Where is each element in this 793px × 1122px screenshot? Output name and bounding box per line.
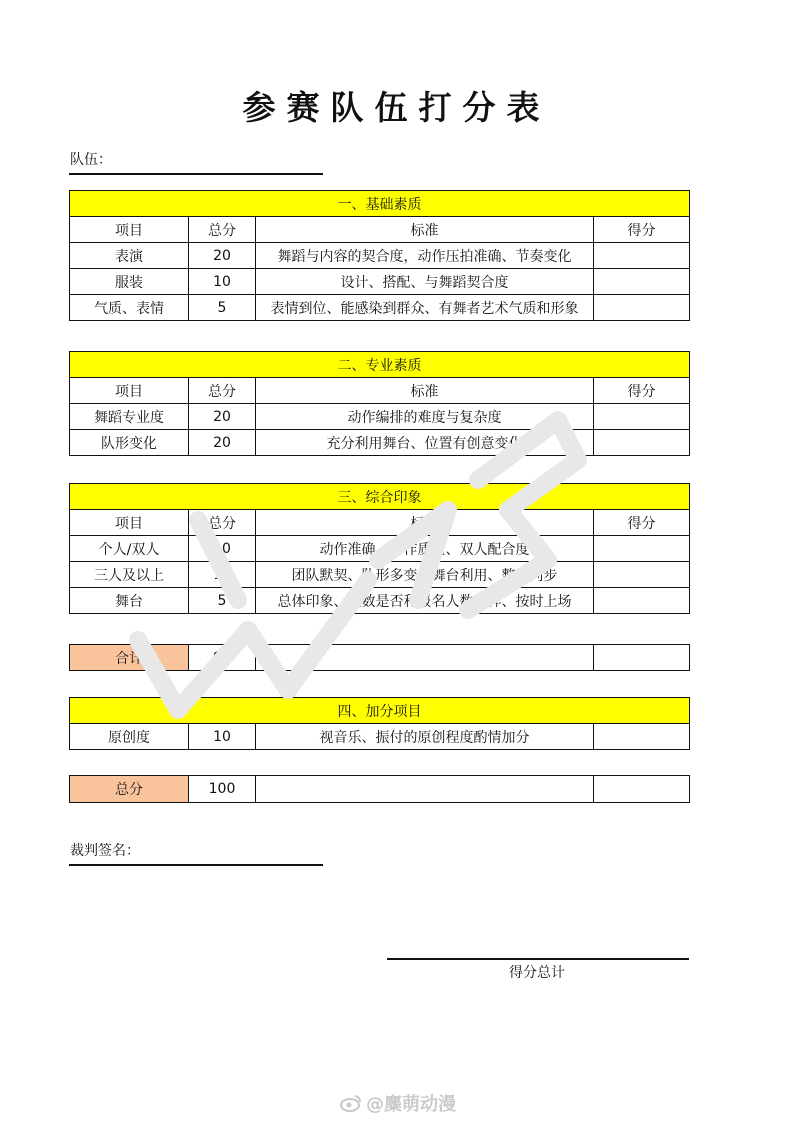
team-label: 队伍：: [70, 152, 112, 168]
score-cell[interactable]: [594, 724, 690, 750]
weibo-watermark: [340, 1090, 456, 1116]
table-row: [70, 404, 690, 430]
row-item: 个人/双人: [70, 536, 189, 562]
row-item: 气质、表情: [70, 295, 189, 321]
row-points: 10: [189, 269, 256, 295]
subtotal-blank-cell: [256, 645, 594, 671]
subtotal-score-cell[interactable]: [594, 645, 690, 671]
header-item: 项目: [70, 378, 189, 404]
row-criteria: 舞蹈与内容的契合度，动作压拍准确、节奏变化: [256, 243, 594, 269]
header-points: 总分: [189, 378, 256, 404]
section-2-title: 二、专业素质: [70, 352, 690, 378]
table-row: [70, 430, 690, 456]
row-criteria: 团队默契、队形多变、舞台利用、整齐同步: [256, 562, 594, 588]
section-3-table: [69, 483, 690, 614]
header-row: [70, 378, 690, 404]
header-score: 得分: [594, 217, 690, 243]
row-item: 服装: [70, 269, 189, 295]
table-row: [70, 295, 690, 321]
row-criteria: 动作编排的难度与复杂度: [256, 404, 594, 430]
row-points: 5: [189, 295, 256, 321]
row-points: 10: [189, 562, 256, 588]
header-points: 总分: [189, 217, 256, 243]
total-score-line[interactable]: [387, 958, 689, 960]
header-item: 项目: [70, 217, 189, 243]
table-row: [70, 536, 690, 562]
subtotal-points: 90: [189, 645, 256, 671]
section-4-title: 四、加分项目: [70, 698, 690, 724]
score-cell[interactable]: [594, 269, 690, 295]
row-criteria: 视音乐、振付的原创程度酌情加分: [256, 724, 594, 750]
row-points: 20: [189, 430, 256, 456]
grand-total-row: [70, 776, 690, 803]
grand-total-table: [69, 775, 690, 803]
subtotal-row: [70, 645, 690, 671]
row-item: 三人及以上: [70, 562, 189, 588]
section-3-title: 三、综合印象: [70, 484, 690, 510]
section-2-table: [69, 351, 690, 456]
row-item: 舞台: [70, 588, 189, 614]
row-item: 队形变化: [70, 430, 189, 456]
score-cell[interactable]: [594, 536, 690, 562]
row-points: 10: [189, 724, 256, 750]
header-criteria: 标准: [256, 378, 594, 404]
row-points: 20: [189, 243, 256, 269]
header-item: 项目: [70, 510, 189, 536]
header-criteria: 标准: [256, 510, 594, 536]
row-criteria: 充分利用舞台、位置有创意变化: [256, 430, 594, 456]
row-criteria: 总体印象、人数是否和报名人数一样、按时上场: [256, 588, 594, 614]
score-cell[interactable]: [594, 588, 690, 614]
score-cell[interactable]: [594, 243, 690, 269]
header-row: [70, 510, 690, 536]
row-points: 10: [189, 536, 256, 562]
judge-signature-line[interactable]: [69, 864, 323, 866]
grand-total-blank-cell: [256, 776, 594, 803]
row-criteria: 表情到位、能感染到群众、有舞者艺术气质和形象: [256, 295, 594, 321]
table-row: [70, 724, 690, 750]
grand-total-points: 100: [189, 776, 256, 803]
table-row: [70, 269, 690, 295]
row-points: 5: [189, 588, 256, 614]
row-criteria: 设计、搭配、与舞蹈契合度: [256, 269, 594, 295]
header-points: 总分: [189, 510, 256, 536]
section-4-table: [69, 697, 690, 750]
header-score: 得分: [594, 510, 690, 536]
row-item: 舞蹈专业度: [70, 404, 189, 430]
weibo-account: @麋萌动漫: [366, 1094, 456, 1115]
grand-total-label: 总分: [70, 776, 189, 803]
score-cell[interactable]: [594, 295, 690, 321]
header-score: 得分: [594, 378, 690, 404]
header-criteria: 标准: [256, 217, 594, 243]
section-1-title: 一、基础素质: [70, 191, 690, 217]
row-item: 原创度: [70, 724, 189, 750]
table-row: [70, 562, 690, 588]
row-item: 表演: [70, 243, 189, 269]
section-1-table: [69, 190, 690, 321]
score-cell[interactable]: [594, 404, 690, 430]
subtotal-label: 合计: [70, 645, 189, 671]
row-points: 20: [189, 404, 256, 430]
table-row: [70, 243, 690, 269]
score-cell[interactable]: [594, 430, 690, 456]
table-row: [70, 588, 690, 614]
subtotal-table: [69, 644, 690, 671]
header-row: [70, 217, 690, 243]
judge-signature-label: 裁判签名：: [70, 843, 140, 859]
page-title: 参赛队伍打分表: [242, 88, 551, 127]
team-name-line[interactable]: [69, 173, 323, 175]
grand-total-score-cell[interactable]: [594, 776, 690, 803]
score-cell[interactable]: [594, 562, 690, 588]
weibo-icon: [340, 1094, 362, 1112]
total-score-label: 得分总计: [509, 965, 565, 981]
row-criteria: 动作准确、动作质量、双人配合度: [256, 536, 594, 562]
